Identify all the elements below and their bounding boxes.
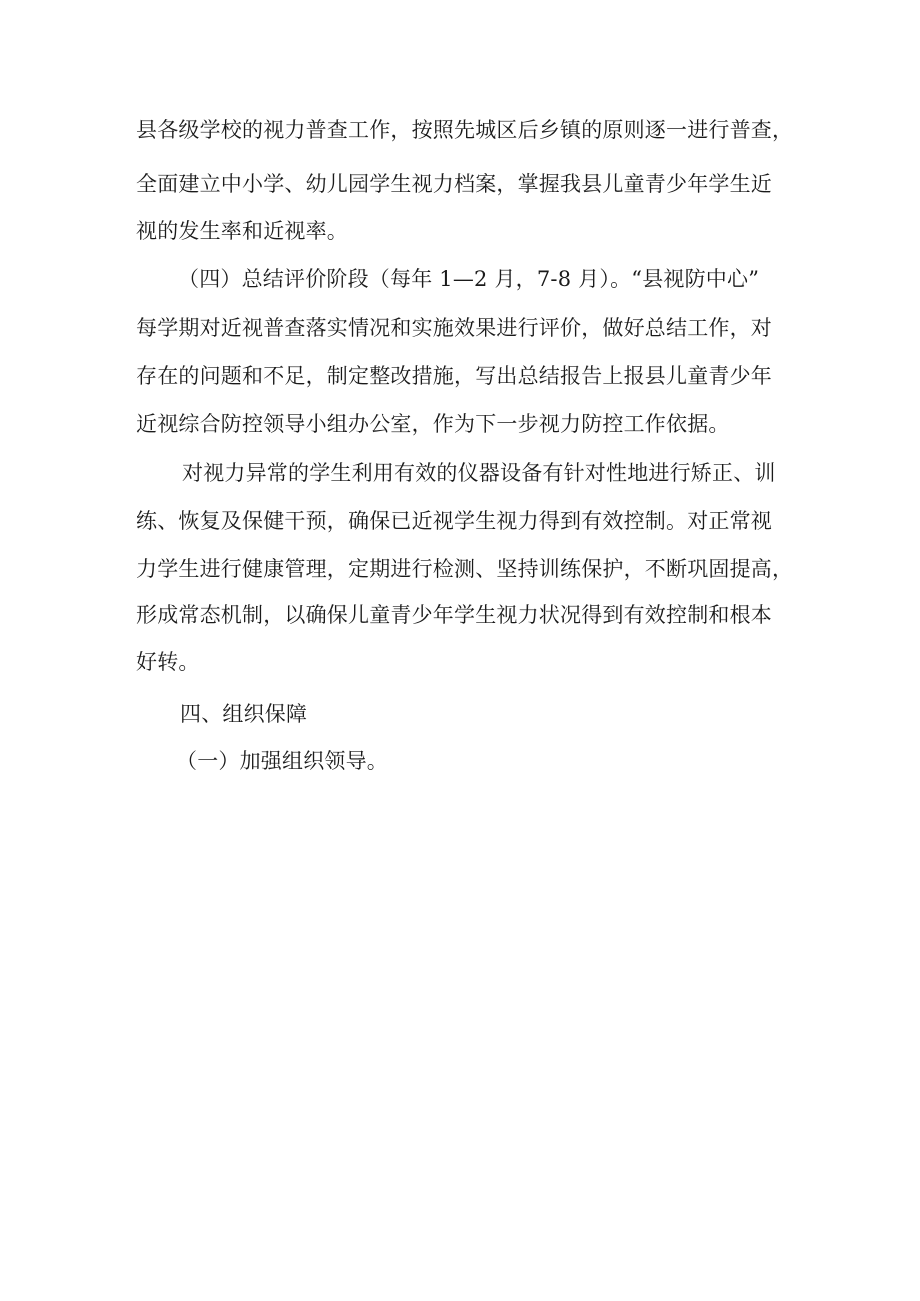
paragraph-1-line-1: 县各级学校的视力普查工作，按照先城区后乡镇的原则逐一进行普查， xyxy=(136,118,794,142)
paragraph-1-line-3: 视的发生率和近视率。 xyxy=(136,219,348,243)
paragraph-3-line-1: 对视力异常的学生利用有效的仪器设备有针对性地进行矫正、训 xyxy=(182,461,776,485)
section-heading-4: 四、组织保障 xyxy=(180,702,308,726)
subsection-heading-1: （一）加强组织领导。 xyxy=(176,749,388,773)
paragraph-3-line-4: 形成常态机制，以确保儿童青少年学生视力状况得到有效控制和根本 xyxy=(136,603,772,627)
paragraph-1-line-2: 全面建立中小学、幼儿园学生视力档案，掌握我县儿童青少年学生近 xyxy=(136,172,772,196)
paragraph-3-line-3: 力学生进行健康管理，定期进行检测、坚持训练保护，不断巩固提高， xyxy=(136,557,794,581)
paragraph-2-line-3: 存在的问题和不足，制定整改措施，写出总结报告上报县儿童青少年 xyxy=(136,364,772,388)
paragraph-3-line-2: 练、恢复及保健干预，确保已近视学生视力得到有效控制。对正常视 xyxy=(136,509,772,533)
paragraph-2-line-1: （四）总结评价阶段（每年 1—2 月，7-8 月）。“县视防中心” xyxy=(178,267,760,291)
paragraph-2-line-2: 每学期对近视普查落实情况和实施效果进行评价，做好总结工作，对 xyxy=(136,316,772,340)
paragraph-2-line-4: 近视综合防控领导小组办公室，作为下一步视力防控工作依据。 xyxy=(136,412,730,436)
paragraph-3-line-5: 好转。 xyxy=(136,650,200,674)
